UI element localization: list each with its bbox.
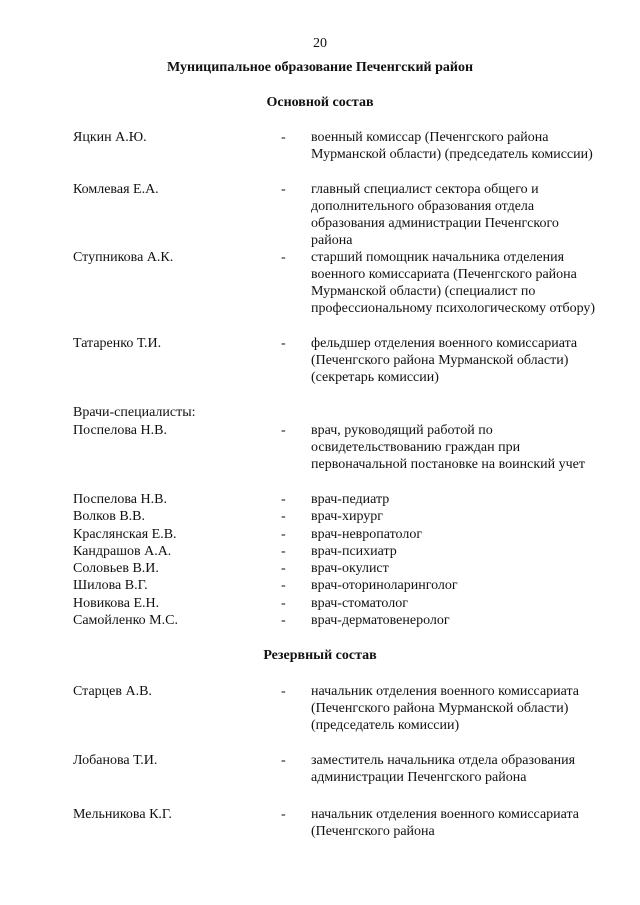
member-role: военный комиссар (Печенгского района Мурманской области) (председатель комиссии) (311, 130, 593, 162)
specialist-name: Шилова В.Г. (73, 578, 148, 593)
specialist-name: Поспелова Н.В. (73, 423, 167, 438)
specialist-role: врач-дерматовенеролог (311, 613, 450, 628)
specialist-role: врач-оториноларинголог (311, 578, 458, 593)
specialist-role: врач-невропатолог (311, 527, 423, 542)
member-name: Комлевая Е.А. (73, 182, 159, 197)
page-number: 20 (313, 36, 327, 51)
member-role: начальник отделения военного комиссариата (Печенгского района (311, 807, 580, 839)
specialist-role: врач-стоматолог (311, 596, 408, 611)
specialist-role: врач-окулист (311, 561, 389, 576)
main-section-heading: Основной состав (266, 95, 374, 110)
member-name: Татаренко Т.И. (73, 336, 162, 351)
specialist-role: врач, руководящий работой по освидетельствованию граждан при первоначальной постановке на воинский учет (311, 423, 586, 472)
reserve-section-heading: Резервный состав (263, 648, 377, 663)
dash-separator: - (281, 613, 286, 628)
specialist-name: Поспелова Н.В. (73, 492, 167, 507)
member-role: заместитель начальника отдела образования администрации Печенгского района (311, 753, 576, 785)
dash-separator: - (281, 544, 286, 559)
dash-separator: - (281, 492, 286, 507)
specialist-role: врач-хирург (311, 509, 384, 524)
member-name: Яцкин А.Ю. (73, 130, 147, 145)
dash-separator: - (281, 753, 286, 768)
specialist-name: Кандрашов А.А. (73, 544, 172, 559)
dash-separator: - (281, 596, 286, 611)
dash-separator: - (281, 561, 286, 576)
member-role: начальник отделения военного комиссариата (Печенгского района Мурманской области) (председатель комиссии) (311, 684, 580, 733)
document-title: Муниципальное образование Печенгский район (166, 60, 474, 75)
dash-separator: - (281, 807, 286, 822)
specialist-name: Волков В.В. (73, 509, 146, 524)
dash-separator: - (281, 423, 286, 438)
member-name: Лобанова Т.И. (73, 753, 158, 768)
specialist-name: Новикова Е.Н. (73, 596, 160, 611)
specialist-role: врач-психиатр (311, 544, 397, 559)
dash-separator: - (281, 182, 286, 197)
specialist-name: Соловьев В.И. (73, 561, 159, 576)
member-role: старший помощник начальника отделения военного комиссариата (Печенгского района Мурманской области) (специалист по профессиональному психологическому отбору) (311, 250, 596, 316)
dash-separator: - (281, 509, 286, 524)
dash-separator: - (281, 527, 286, 542)
member-role: фельдшер отделения военного комиссариата (Печенгского района Мурманской области) (секретарь комиссии) (311, 336, 578, 385)
member-name: Мельникова К.Г. (73, 807, 172, 822)
dash-separator: - (281, 578, 286, 593)
member-name: Старцев А.В. (73, 684, 152, 699)
dash-separator: - (281, 336, 286, 351)
specialist-name: Самойленко М.С. (73, 613, 178, 628)
specialists-label: Врачи-специалисты: (73, 405, 196, 420)
specialist-name: Краслянская Е.В. (73, 527, 177, 542)
dash-separator: - (281, 130, 286, 145)
member-name: Ступникова А.К. (73, 250, 174, 265)
member-role: главный специалист сектора общего и дополнительного образования отдела образования администрации Печенгского района (311, 182, 559, 248)
specialist-role: врач-педиатр (311, 492, 390, 507)
dash-separator: - (281, 684, 286, 699)
dash-separator: - (281, 250, 286, 265)
